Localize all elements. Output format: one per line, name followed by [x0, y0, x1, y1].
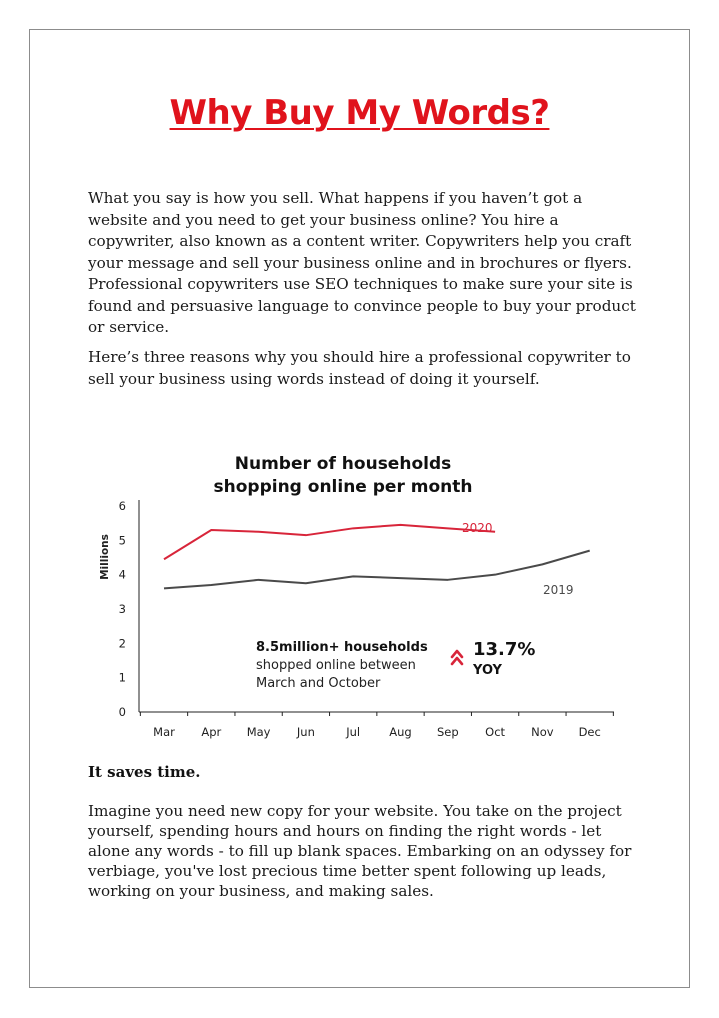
x-tick-label: Jun [296, 725, 315, 739]
x-tick-label: Nov [531, 725, 554, 739]
y-tick-label: 0 [118, 705, 126, 719]
series-line-2020 [164, 525, 495, 559]
x-tick-label: Mar [153, 725, 175, 739]
series-label-2019: 2019 [543, 583, 574, 597]
y-axis-label: Millions [99, 534, 111, 580]
households-chart [90, 440, 635, 750]
chart-title-line-1: Number of households [234, 454, 452, 474]
x-tick-label: Aug [389, 725, 412, 739]
section-heading: It saves time. [88, 763, 201, 781]
time-paragraph: Imagine you need new copy for your website. You take on the project yourself, spending hours and hours on finding the right words - let alone any words - to fill up blank spaces. Embarking on an odyssey for verbiage, you've lost precious time better spent following up leads, working on your business, and making sales. [88, 802, 632, 900]
y-tick-labels [119, 499, 126, 719]
reasons-paragraph: Here’s three reasons why you should hire a professional copywriter to sell your business using words instead of doing it yourself. [88, 348, 631, 388]
x-tick-label: Apr [201, 725, 222, 739]
annotation-line-2: shopped online between [256, 658, 416, 673]
annotation-line-1: 8.5million+ households [256, 640, 428, 655]
y-tick-label: 2 [118, 636, 126, 651]
y-tick-label: 5 [118, 533, 126, 548]
chart-container [90, 440, 635, 750]
annotation-line-3: March and October [256, 676, 381, 691]
x-tick-label: Oct [485, 725, 506, 739]
x-tick-label: May [246, 725, 271, 739]
x-tick-label: Jul [346, 725, 361, 739]
x-tick-label: Sep [436, 725, 459, 739]
series-line-2019 [164, 551, 590, 589]
y-tick-label: 1 [118, 670, 126, 685]
x-tick-labels [153, 725, 601, 739]
double-up-arrow-icon [452, 651, 462, 664]
series-label-2020: 2020 [462, 521, 493, 535]
intro-paragraph: What you say is how you sell. What happens if you haven’t got a website and you need to get your business online? You hire a copywriter, also known as a content writer. Copywriters help you craft your message and sell your business online and in brochures or flyers. Professional copywriters use SEO techniques to make sure your site is found and persuasive language to convince people to buy your product or service. [88, 189, 636, 336]
x-tick-label: Dec [578, 725, 601, 739]
series-lines [164, 525, 590, 589]
yoy-label: YOY [473, 663, 502, 678]
y-tick-label: 4 [118, 567, 126, 582]
chart-title-line-2: shopping online per month [213, 477, 473, 497]
yoy-stat: 13.7% [473, 639, 536, 660]
y-tick-label: 6 [118, 499, 126, 513]
y-tick-label: 3 [118, 602, 126, 616]
page-title: Why Buy My Words? [169, 93, 550, 133]
